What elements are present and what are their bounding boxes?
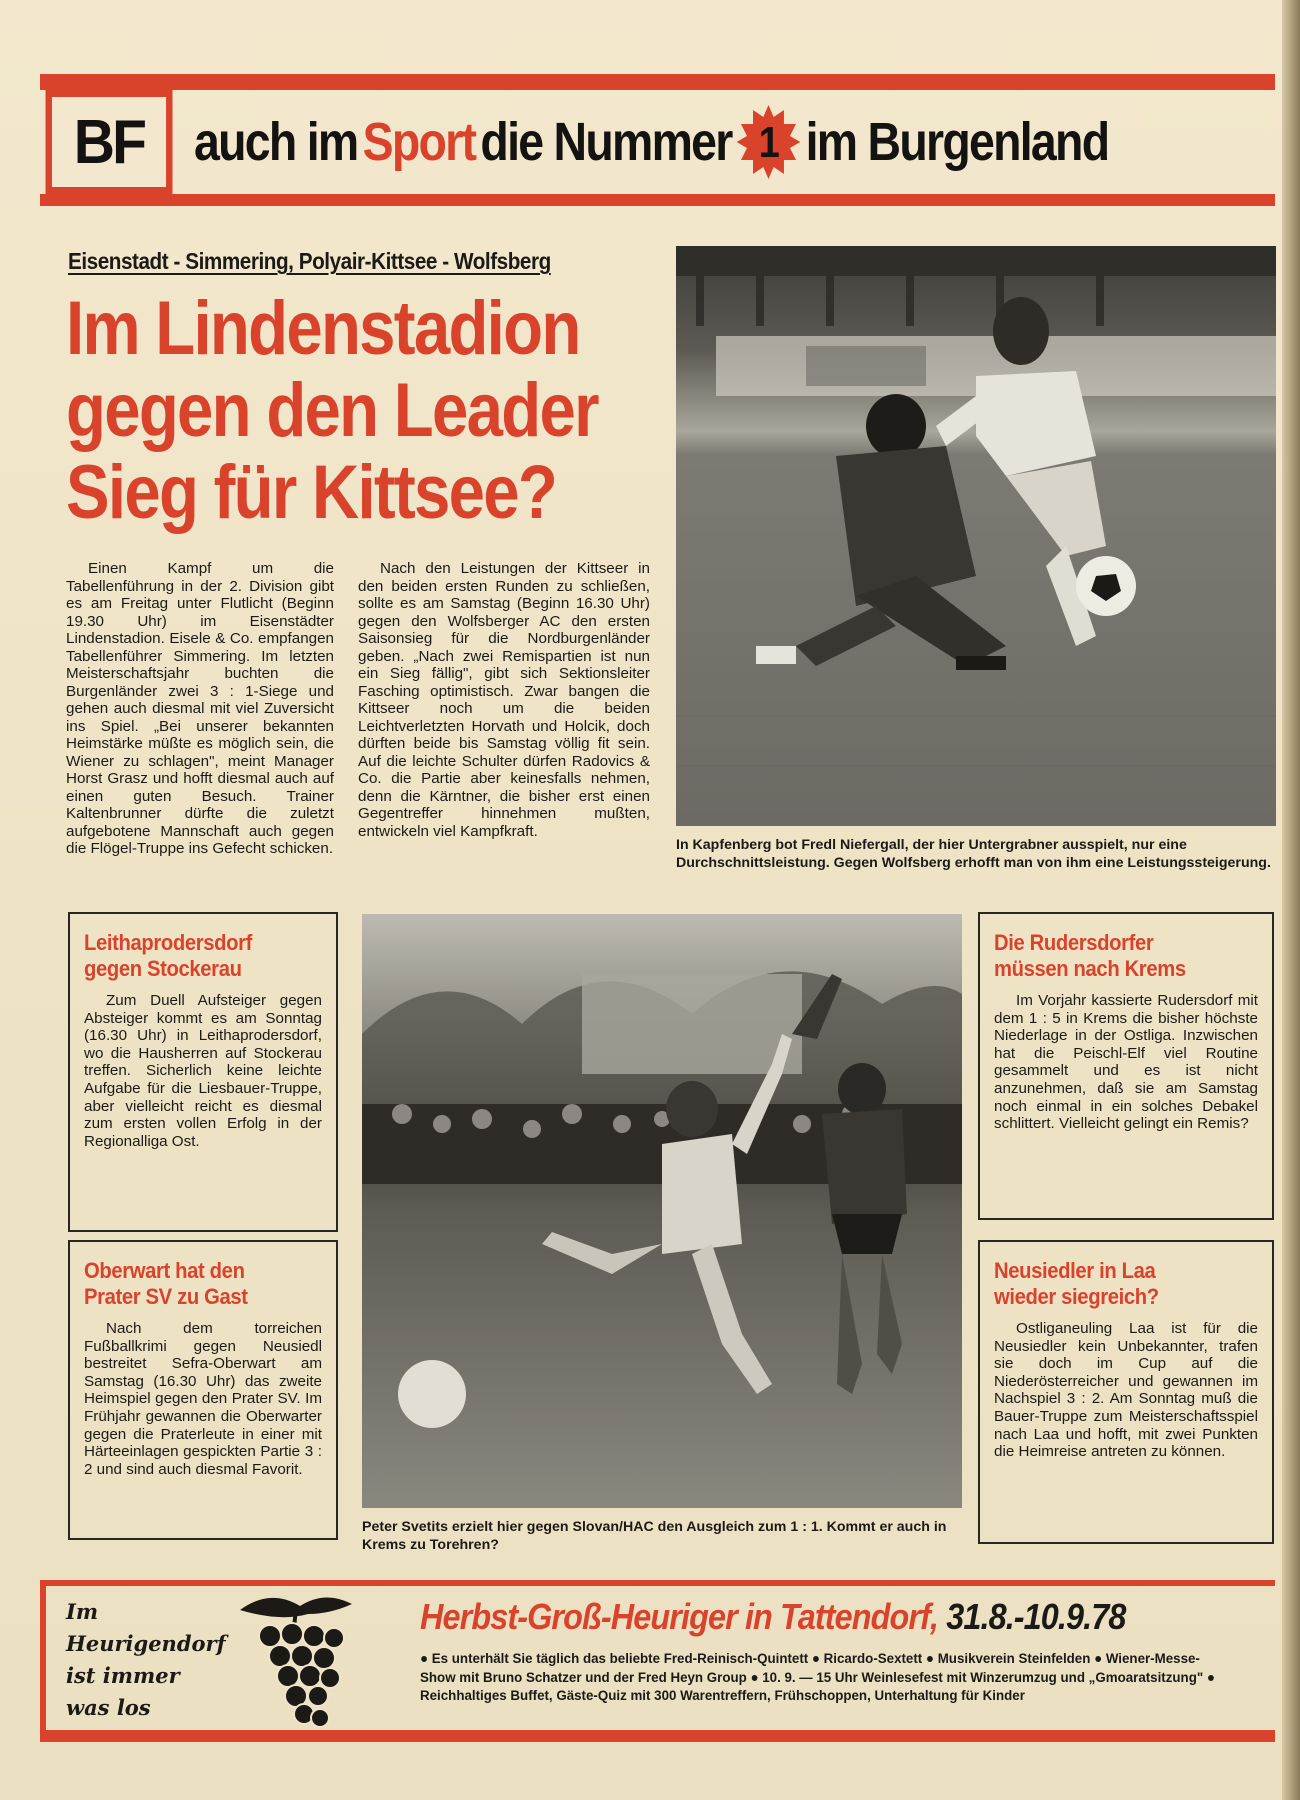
masthead-text-mid: die Nummer — [480, 112, 732, 172]
news-box-leithaprodersdorf — [68, 912, 338, 1232]
ad-slogan-line: was los — [66, 1695, 151, 1720]
news-box-oberwart — [68, 1240, 338, 1540]
article-column-2: Nach den Leistungen der Kittseer in den beiden ersten Runden zu schließen, sollte es am Samstag (Beginn 16.30 Uhr) gegen den Wolfsberger AC den ersten Saisonsieg für die Nordburgenländer geben. „Nach zwei Remispartien ist nun ein Sieg fällig", gibt sich Sektionsleiter Fasching optimistisch. Zwar bangen die Kittseer noch um die beiden Leichtverletzten Horvath und Holcik, doch dürften beide bis Samstag völlig fit sein. Auf die leichte Schulter dürfen Radovics & Co. die Partie aber keinesfalls nehmen, denn die Kärntner, die bisher erst einen Gegentreffer hinnehmen mußten, entwickeln viel Kampfkraft. — [358, 560, 650, 840]
masthead-slogan — [194, 105, 1108, 179]
box-title-line: gegen Stockerau — [84, 956, 242, 981]
masthead-text-before: auch im — [194, 112, 358, 172]
ad-body: ● Es unterhält Sie täglich das beliebte Fred-Reinisch-Quintett ● Ricardo-Sextett ● Musikverein Steinfelden ● Wiener-Messe-Show mit Bruno Schatzer und der Fred Heyn Group ● 10. 9. — 15 Uhr Weinlesefest mit Winzerumzug und „Gmoaratsitzung" ● Reichhaltiges Buffet, Gäste-Quiz mit 300 Warentreffern, Frühschoppen, Unterhaltung für Kinder — [420, 1651, 1215, 1705]
headline-line: Im Lindenstadion — [66, 286, 580, 371]
news-box-neusiedler — [978, 1240, 1274, 1544]
box-title-line: Prater SV zu Gast — [84, 1284, 248, 1309]
box-title-line: Oberwart hat den — [84, 1258, 245, 1283]
ad-slogan-line: ist immer — [66, 1663, 180, 1688]
ad-slogan-line: Im — [66, 1599, 99, 1624]
page-edge-shadow — [1282, 0, 1300, 1800]
box-title — [994, 1258, 1237, 1310]
ad-slogan-line: Heurigendorf — [66, 1631, 226, 1656]
ad-headline — [420, 1596, 1125, 1638]
box-title-line: müssen nach Krems — [994, 956, 1186, 981]
box-title — [994, 930, 1237, 982]
box-body: Ostliganeuling Laa ist für die Neusiedler kein Unbekannter, trafen sie doch im Cup auf die Niederösterreicher und gewannen im Nachspiel 3 : 2. Am Sonntag muß die Bauer-Truppe zum Meisterschaftsspiel nach Laa und hofft, mit zwei Punkten die Heimreise antreten zu können. — [994, 1320, 1258, 1461]
box-title-line: Die Rudersdorfer — [994, 930, 1154, 955]
football-photo-svetits — [362, 914, 962, 1508]
football-photo-kapfenberg — [676, 246, 1276, 826]
number-one-burst-icon — [737, 105, 801, 179]
ad-left-rule — [40, 1580, 46, 1740]
ad-bottom-rule — [40, 1730, 1275, 1742]
svg-text:1: 1 — [758, 117, 779, 167]
box-title-line: wieder siegreich? — [994, 1284, 1159, 1309]
bf-logo: BF — [46, 90, 173, 194]
box-title — [84, 930, 303, 982]
box-body: Zum Duell Aufsteiger gegen Absteiger kommt es am Sonntag (16.30 Uhr) in Leithaprodersdorf, wo die Hausherren auf Stockerau treffen. Sicherlich keine leichte Aufgabe für die Liesbauer-Truppe, aber vielleicht reicht es diesmal zum ersten vollen Erfolg in der Regionalliga Ost. — [84, 992, 322, 1150]
masthead-sport: Sport — [362, 112, 476, 172]
ad-top-rule — [40, 1580, 1275, 1586]
masthead-text-after: im Burgenland — [805, 112, 1109, 172]
news-box-rudersdorfer — [978, 912, 1274, 1220]
box-title-line: Leithaprodersdorf — [84, 930, 253, 955]
box-title — [84, 1258, 303, 1310]
article-headline — [66, 288, 616, 534]
box-body: Im Vorjahr kassierte Rudersdorf mit dem 1 : 5 in Krems die bisher höchste Niederlage in der Ostliga. Inzwischen hat die Peischl-Elf viel Routine gesammelt und es ist nicht anzunehmen, daß sie am Samstag noch einmal in ein solches Debakel schlittert. Vielleicht gelingt ein Remis? — [994, 992, 1258, 1133]
masthead — [40, 90, 1275, 194]
photo-caption-2: Peter Svetits erzielt hier gegen Slovan/HAC den Ausgleich zum 1 : 1. Kommt er auch in Krems zu Torehren? — [362, 1519, 947, 1553]
ad-slogan — [66, 1596, 226, 1724]
box-title-line: Neusiedler in Laa — [994, 1258, 1156, 1283]
headline-line: gegen den Leader — [66, 368, 598, 453]
masthead-bottom-rule — [40, 194, 1275, 206]
ad-headline-text: Herbst-Groß-Heuriger in Tattendorf, — [420, 1596, 939, 1637]
ad-dates: 31.8.-10.9.78 — [946, 1596, 1126, 1637]
photo-caption-1: In Kapfenberg bot Fredl Niefergall, der hier Untergrabner ausspielt, nur eine Durchschnittsleistung. Gegen Wolfsberg erhofft man von ihm eine Leistungssteigerung. — [676, 837, 1271, 871]
grape-bunch-icon — [230, 1588, 360, 1736]
box-body: Nach dem torreichen Fußballkrimi gegen Neusiedl bestreitet Sefra-Oberwart am Samstag (16.30 Uhr) das zweite Heimspiel gegen den Prater SV. Im Frühjahr gewannen die Oberwarter gegen die Praterleute in einer mit Härteeinlagen gespickten Partie 3 : 2 und sind auch diesmal Favorit. — [84, 1320, 322, 1478]
article-column-1: Einen Kampf um die Tabellenführung in der 2. Division gibt es am Freitag unter Flutlicht (Beginn 19.30 Uhr) im Eisenstädter Lindenstadion. Eisele & Co. empfangen Tabellenführer Simmering. Im letzten Meisterschaftsjahr buchten die Burgenländer zwei 3 : 1-Siege und gehen auch diesmal mit viel Zuversicht ins Spiel. „Bei unserer bekannten Heimstärke müßte es möglich sein, die Wiener zu schlagen", meint Manager Horst Grasz und hofft diesmal auch auf einen guten Besuch. Trainer Kaltenbrunner dürfte die zuletzt aufgebotene Mannschaft auch gegen die Flögel-Truppe ins Gefecht schicken. — [66, 560, 334, 857]
article-kicker: Eisenstadt - Simmering, Polyair-Kittsee - Wolfsberg — [68, 248, 551, 274]
masthead-top-rule — [40, 74, 1275, 90]
headline-line: Sieg für Kittsee? — [66, 450, 557, 535]
